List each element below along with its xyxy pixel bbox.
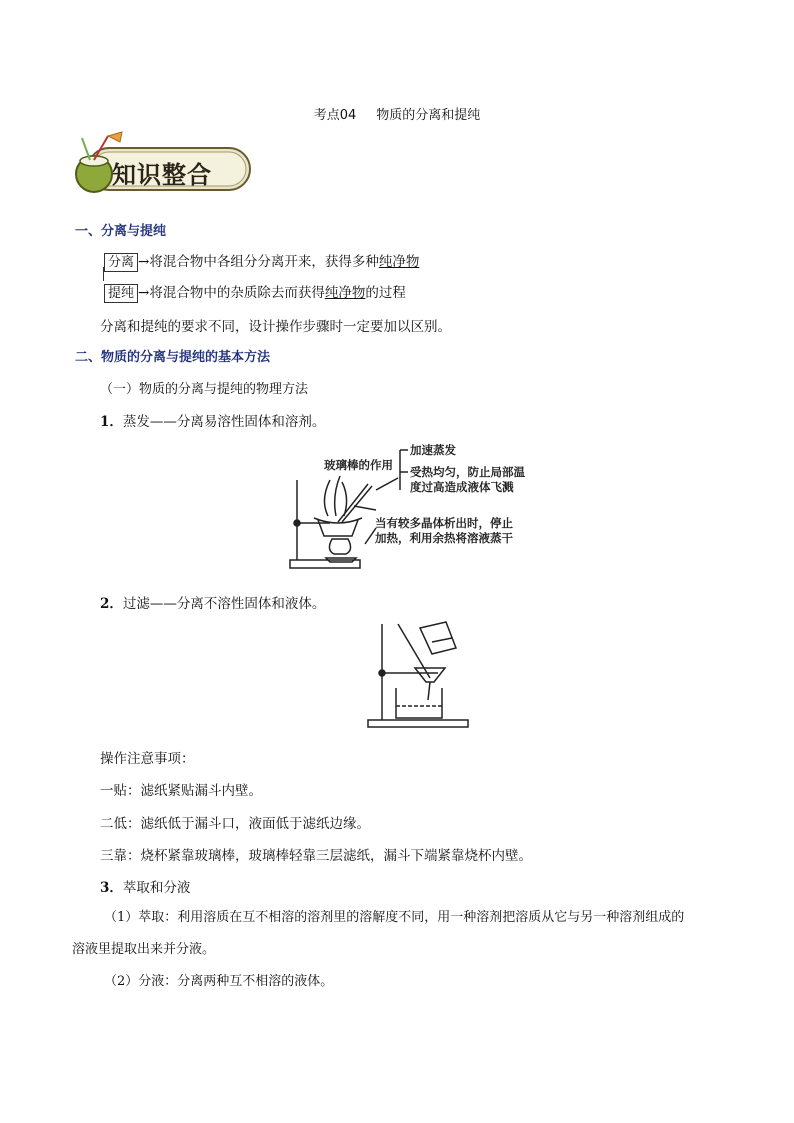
uniform-heating-label-1: 受热均匀，防止局部温 bbox=[410, 465, 525, 479]
topic-title: 物质的分离和提纯 bbox=[376, 108, 481, 123]
rod-function-label: 玻璃棒的作用 bbox=[324, 458, 393, 472]
pure-substance-term-2: 纯净物 bbox=[324, 285, 366, 301]
item-number: 1 bbox=[100, 414, 110, 430]
note-one-stick: 一贴：滤纸紧贴漏斗内壁。 bbox=[100, 783, 262, 799]
item-number: 2 bbox=[100, 596, 110, 612]
item-evaporation: 1．蒸发——分离易溶性固体和溶剂。 bbox=[100, 414, 326, 430]
stop-heating-label-1: 当有较多晶体析出时，停止 bbox=[375, 516, 513, 530]
evaporation-figure bbox=[280, 440, 540, 580]
evaporation-apparatus-icon bbox=[280, 440, 540, 580]
item-filtration: 2．过滤——分离不溶性固体和液体。 bbox=[100, 596, 326, 612]
separation-label-box: 分离 bbox=[104, 253, 138, 272]
row-purification bbox=[104, 281, 406, 303]
topic-number: 考点04 bbox=[313, 108, 357, 123]
purification-suffix: 的过程 bbox=[365, 285, 406, 301]
row-separation bbox=[104, 250, 419, 272]
item-extraction: 3．萃取和分液 bbox=[100, 880, 191, 896]
uniform-heating-label-2: 度过高造成液体飞溅 bbox=[410, 480, 514, 494]
extraction-definition-line2: 溶液里提取出来并分液。 bbox=[72, 942, 216, 957]
purification-label-box: 提纯 bbox=[104, 284, 138, 303]
item-text: 萃取和分液 bbox=[122, 880, 191, 896]
page-title bbox=[0, 104, 794, 123]
knowledge-banner bbox=[68, 128, 258, 200]
banner-label: 知识整合 bbox=[112, 161, 212, 189]
section1-note: 分离和提纯的要求不同，设计操作步骤时一定要加以区别。 bbox=[100, 319, 451, 335]
physical-methods-subheading: （一）物质的分离与提纯的物理方法 bbox=[100, 382, 309, 397]
item-number: 3 bbox=[100, 880, 110, 896]
accelerate-evaporation-label: 加速蒸发 bbox=[410, 443, 456, 457]
pure-substance-term: 纯净物 bbox=[378, 254, 420, 270]
stop-heating-label-2: 加热，利用余热将溶液蒸干 bbox=[375, 531, 513, 545]
operation-notes-title: 操作注意事项： bbox=[100, 751, 195, 767]
item-text: 过滤——分离不溶性固体和液体。 bbox=[122, 596, 326, 612]
section1-heading: 一、分离与提纯 bbox=[75, 224, 167, 239]
note-three-lean: 三靠：烧杯紧靠玻璃棒，玻璃棒轻靠三层滤纸，漏斗下端紧靠烧杯内壁。 bbox=[100, 848, 532, 864]
extraction-definition-line1: （1）萃取：利用溶质在互不相溶的溶剂里的溶解度不同，用一种溶剂把溶质从它与另一种溶剂组成的 bbox=[104, 910, 685, 925]
item-text: 蒸发——分离易溶性固体和溶剂。 bbox=[122, 414, 326, 430]
note-two-low: 二低：滤纸低于漏斗口，液面低于滤纸边缘。 bbox=[100, 816, 370, 832]
section2-heading: 二、物质的分离与提纯的基本方法 bbox=[75, 350, 271, 365]
separation-definition: →将混合物中各组分分离开来，获得多种 bbox=[138, 254, 379, 270]
purification-definition: →将混合物中的杂质除去而获得 bbox=[138, 285, 325, 301]
liquid-separation-definition: （2）分液：分离两种互不相溶的液体。 bbox=[104, 974, 334, 989]
filtration-figure bbox=[360, 620, 480, 730]
bracket-connector bbox=[103, 267, 104, 281]
filtration-apparatus-icon bbox=[360, 620, 480, 730]
